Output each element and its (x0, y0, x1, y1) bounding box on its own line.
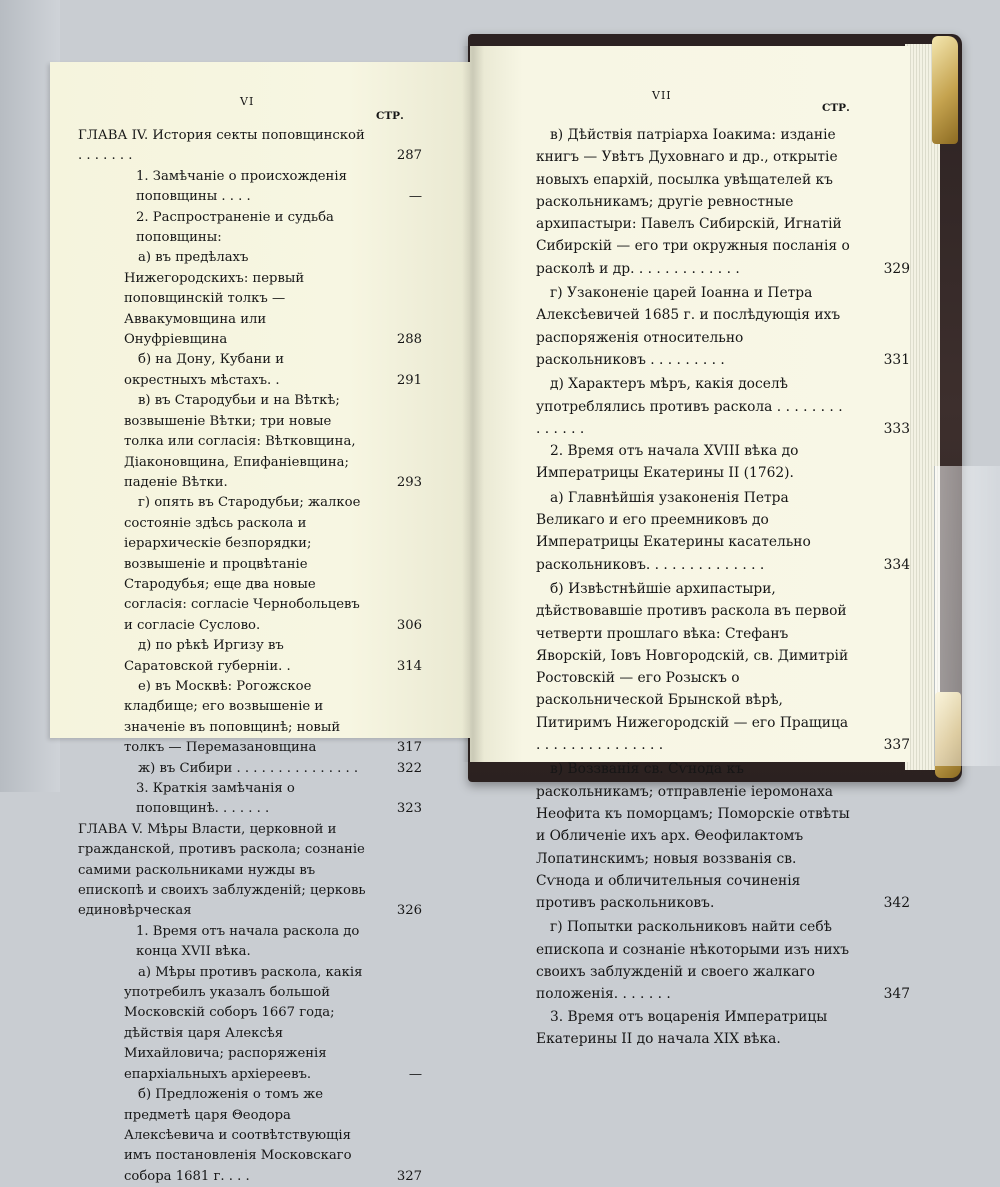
toc-entry-text: в) въ Стародубьи и на Вѣткѣ; возвышеніе Вѣтки; три новые толка или согласія: Вѣтковщина, Діаконовщина, Епифаніевщина; паденіе Вѣтки. (124, 393, 356, 490)
toc-entry (536, 916, 910, 1005)
toc-entry-text: д) по рѣкѣ Иргизу въ Саратовской губерніи. . (124, 638, 291, 674)
toc-entry (536, 373, 910, 440)
toc-entry (78, 167, 422, 208)
page-marker-flag (934, 466, 1000, 766)
toc-entry-page: 337 (883, 737, 910, 754)
toc-entry-page: — (408, 189, 422, 205)
toc-entry-text: в) Дѣйствія патріарха Іоакима: изданіе книгъ — Увѣтъ Духовнаго и др., открытіе новыхъ епархій, посылка увѣщателей къ раскольникамъ; другіе ревностные архипастыри: Павелъ Сибирскій, Игнатій Сибирскій — его три окружныя посланія о расколѣ и др. . . . . . . . . . . . . (536, 127, 850, 277)
toc-entry-text: г) Узаконеніе царей Іоанна и Петра Алексѣевичей 1685 г. и послѣдующія ихъ распоряженія относительно раскольниковъ . . . . . . . . . (536, 285, 841, 368)
toc-entry (78, 677, 422, 759)
toc-entry-text: б) на Дону, Кубани и окрестныхъ мѣстахъ. . (124, 352, 285, 388)
left-page-number: VI (240, 95, 255, 108)
toc-entry-page: 342 (883, 895, 910, 912)
toc-entry (78, 636, 422, 677)
toc-entry-text: 1. Время отъ начала раскола до конца XVII вѣка. (136, 923, 360, 960)
toc-entry-page: 329 (883, 260, 910, 277)
toc-entry (78, 391, 422, 493)
toc-entry-page: 322 (396, 760, 422, 776)
book-gutter (462, 46, 484, 762)
toc-entry-page: 291 (396, 372, 422, 388)
toc-entry-page: 317 (396, 740, 422, 756)
toc-entry-page: 306 (396, 617, 422, 633)
toc-entry-text: а) въ предѣлахъ Нижегородскихъ: первый поповщинскій толкъ — Аввакумовщина или Онуфріевщина (124, 250, 305, 348)
toc-entry-text: а) Мѣры противъ раскола, какія употребилъ указалъ большой Московскій соборъ 1667 года; дѣйствія царя Алексѣя Михайловича; распоряженія епархіальныхъ архіереевъ. (124, 964, 363, 1082)
toc-entry (78, 963, 422, 1085)
toc-entry (78, 759, 422, 779)
toc-entry-page: 334 (883, 556, 910, 573)
toc-entry-text: д) Характеръ мѣръ, какія доселѣ употреблялись противъ раскола . . . . . . . . . . . . . . (536, 376, 843, 437)
right-toc (536, 124, 910, 1050)
toc-entry-page: 323 (396, 801, 422, 817)
toc-entry-page: 293 (396, 474, 422, 490)
toc-entry-text: б) Предложенія о томъ же предметѣ царя Θеодора Алексѣевича и соотвѣтствующія имъ постановленія Московскаго собора 1681 г. . . . (124, 1087, 352, 1184)
toc-entry-page: 326 (396, 903, 422, 919)
toc-entry (78, 922, 408, 963)
toc-entry-text: 2. Распространеніе и судьба поповщины: (136, 209, 334, 246)
toc-entry (536, 124, 910, 280)
toc-entry-page: 333 (883, 420, 910, 437)
toc-entry-text: 3. Время отъ воцаренія Императрицы Екатерины II до начала XIX вѣка. (536, 1008, 828, 1047)
right-page (470, 46, 910, 1047)
toc-entry-page: 347 (883, 986, 910, 1003)
left-toc (78, 126, 422, 1187)
toc-entry (536, 758, 910, 914)
left-column-header: СТР. (376, 110, 404, 122)
toc-entry (536, 282, 910, 371)
toc-entry-text: г) опять въ Стародубьи; жалкое состояніе здѣсь раскола и іерархическіе безпорядки; возвышеніе и процвѣтаніе Стародубья; еще два новые согласія: согласіе Чернобольцевъ и согласіе Суслово. (124, 495, 361, 633)
toc-entry (78, 126, 422, 167)
toc-entry-text: 1. Замѣчаніе о происхожденія поповщины . . . . (136, 168, 347, 205)
left-page (50, 62, 474, 1184)
toc-entry-text: ГЛАВА V. Мѣры Власти, церковной и гражданской, противъ раскола; сознаніе самими раскольниками нужды въ епископѣ и своихъ заблужденій; церковь единовѣрческая (78, 821, 366, 919)
toc-entry-text: 3. Краткія замѣчанія о поповщинѣ. . . . . . . (136, 781, 295, 817)
toc-entry-text: в) Воззванія св. Сѵнода къ раскольникамъ; отправленіе іеромонаха Неофита къ поморцамъ; Поморскіе отвѣты и Обличеніе ихъ арх. Θеофилактомъ Лопатинскимъ; новыя воззванія св. Сѵнода и обличительныя сочиненія противъ раскольниковъ. (536, 761, 850, 912)
toc-entry-page: 287 (396, 148, 422, 164)
toc-entry (78, 779, 422, 820)
toc-entry (78, 248, 422, 350)
toc-entry-page: 331 (883, 351, 910, 368)
right-column-header: СТР. (822, 102, 850, 114)
toc-entry-text: а) Главнѣйшія узаконенія Петра Великаго и его преемниковъ до Императрицы Екатерины касательно раскольниковъ. . . . . . . . . . . . . . (536, 489, 811, 573)
toc-entry-text: б) Извѣстнѣйшіе архипастыри, дѣйствовавшіе противъ раскола въ первой четверти прошлаго вѣка: Стефанъ Яворскій, Іовъ Новгородскій, св. Димитрій Ростовскій — его Розыскъ о раскольнической Брынской вѣрѣ, Питиримъ Нижегородскій — его Пращица . . . . . . . . . . . . . . . (536, 580, 849, 754)
toc-entry (78, 820, 422, 922)
toc-entry (536, 487, 910, 576)
toc-entry-page: — (408, 1066, 422, 1082)
toc-entry (78, 350, 422, 391)
toc-entry-page: 327 (396, 1168, 422, 1184)
toc-entry (78, 493, 422, 636)
right-page-number: VII (652, 89, 672, 102)
toc-entry (536, 1006, 892, 1051)
toc-entry-text: ж) въ Сибири . . . . . . . . . . . . . . . (138, 760, 359, 776)
toc-entry-page: 288 (396, 332, 422, 348)
toc-entry (536, 578, 910, 756)
toc-entry-page: 314 (396, 658, 422, 674)
toc-entry-text: 2. Время отъ начала XVIII вѣка до Императрицы Екатерины II (1762). (536, 443, 799, 482)
toc-entry (78, 208, 408, 249)
toc-entry-text: ГЛАВА IV. История секты поповщинской . . . . . . . (78, 128, 365, 164)
toc-entry-text: г) Попытки раскольниковъ найти себѣ епископа и сознаніе нѣкоторыми изъ нихъ своихъ заблужденій и своего жалкаго положенія. . . . . . . (536, 919, 850, 1003)
toc-entry-text: е) въ Москвѣ: Рогожское кладбище; его возвышеніе и значеніе въ поповщинѣ; новый толкъ — Перемазановщина (124, 678, 341, 756)
toc-entry (536, 440, 892, 485)
toc-entry (78, 1085, 422, 1187)
gilt-corner-top-icon (932, 36, 958, 144)
